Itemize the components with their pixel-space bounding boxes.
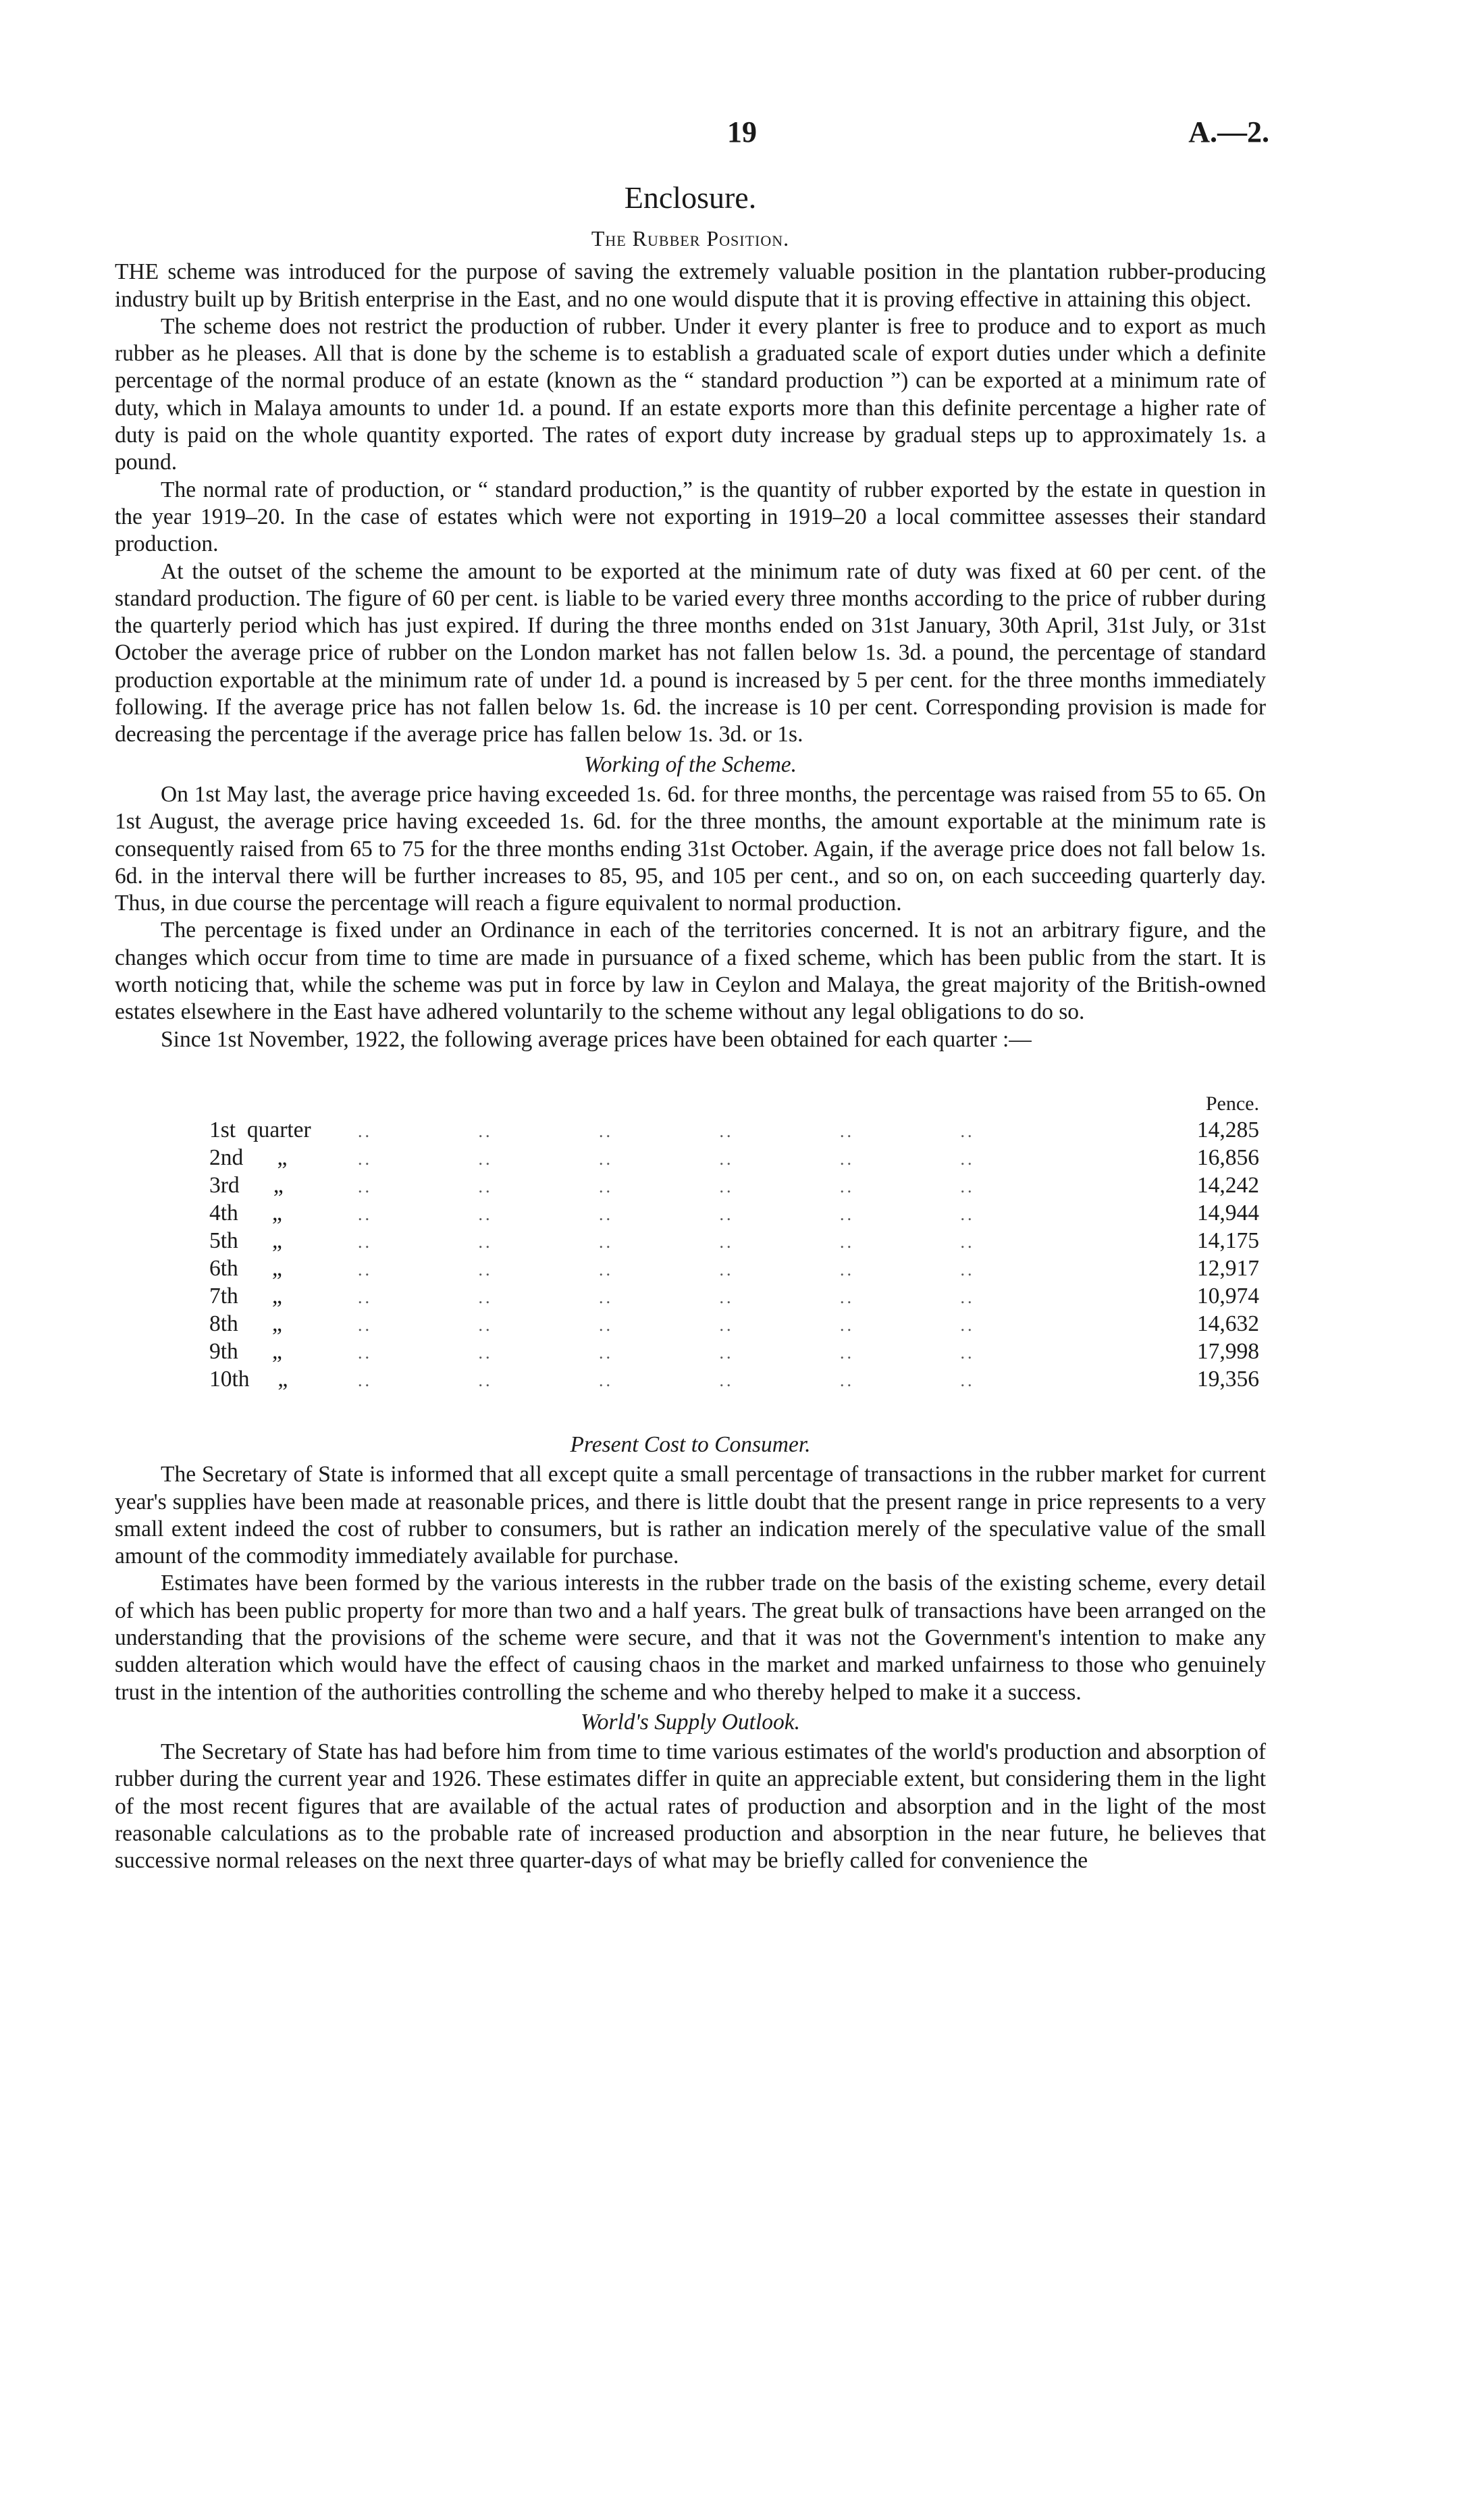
quarter-price: 14,632 <box>1196 1311 1259 1336</box>
leader-dots: .. .. .. .. .. .. <box>358 1176 975 1196</box>
quarter-price: 14,175 <box>1196 1228 1259 1253</box>
page-body <box>115 179 1266 1875</box>
quarter-price: 14,285 <box>1196 1117 1259 1142</box>
section-heading-supply: World's Supply Outlook. <box>580 1709 801 1735</box>
price-unit-label: Pence. <box>1205 1092 1259 1115</box>
table-row <box>115 1117 1266 1144</box>
quarter-label: 9th „ <box>209 1338 282 1364</box>
table-row <box>115 1200 1266 1228</box>
leader-dots: .. .. .. .. .. .. <box>358 1259 975 1280</box>
paragraph: Estimates have been formed by the various interests in the rubber trade on the basis of the existing scheme, every detail of which has been public property for more than two and a half years. The great bulk of transactions have been arranged on the understanding that the provisions of the scheme were secure, and that it was not the Government's intention to make any sudden alteration which would have the effect of causing chaos in the market and marked unfairness to those who genuinely trust in the intention of the authorities controlling the scheme and who thereby helped to make it a success. <box>115 1571 1266 1705</box>
leader-dots: .. .. .. .. .. .. <box>358 1149 975 1169</box>
leader-dots: .. .. .. .. .. .. <box>358 1204 975 1224</box>
paragraph: The scheme does not restrict the production of rubber. Under it every planter is free to produce and to export as much rubber as he pleases. All that is done by the scheme is to establish a graduated scale of export duties under which a definite percentage of the normal produce of an estate (known as the “ standard production ”) can be exported at a minimum rate of duty, which in Malaya amounts to under 1d. a pound. If an estate exports more than this definite percentage a higher rate of duty is paid on the whole quantity exported. The rates of export duty increase by gradual steps up to approximately 1s. a pound. <box>115 313 1266 475</box>
table-row <box>115 1338 1266 1366</box>
quarter-price: 14,242 <box>1196 1172 1259 1198</box>
leader-dots: .. .. .. .. .. .. <box>358 1232 975 1252</box>
table-row <box>115 1228 1266 1255</box>
table-row <box>115 1366 1266 1394</box>
series-code: A.—2. <box>1188 115 1269 149</box>
paragraph: The Secretary of State has had before him from time to time various estimates of the world's production and absorption of rubber during the current year and 1926. These estimates differ in quite an appreciable extent, but considering them in the light of the most recent figures that are available of the actual rates of production and absorption and in the light of the most reasonable calculations as to the probable rate of increased production and absorption in the near future, he believes that successive normal releases on the next three quarter-days of what may be briefly called for convenience the <box>115 1739 1266 1874</box>
price-table <box>115 1091 1266 1394</box>
table-row <box>115 1255 1266 1283</box>
leader-dots: .. .. .. .. .. .. <box>358 1370 975 1390</box>
quarter-label: 2nd „ <box>209 1144 288 1170</box>
paragraph: At the outset of the scheme the amount to be exported at the minimum rate of duty was fixed at 60 per cent. of the standard production. The figure of 60 per cent. is liable to be varied every three months according to the price of rubber during the quarterly period which has just expired. If during the three months ended on 31st January, 30th April, 31st July, or 31st October the average price of rubber on the London market has not fallen below 1s. 3d. a pound, the percentage of standard production exportable at the minimum rate of under 1d. a pound is increased by 5 per cent. for the three months immediately following. If the average price has not fallen below 1s. 6d. the increase is 10 per cent. Corresponding provision is made for decreasing the percentage if the average price has fallen below 1s. 3d. or 1s. <box>115 558 1266 747</box>
leader-dots: .. .. .. .. .. .. <box>358 1121 975 1141</box>
subtitle-rubber-position: The Rubber Position. <box>591 226 790 250</box>
quarter-price: 19,356 <box>1196 1366 1259 1392</box>
quarter-label: 4th „ <box>209 1200 282 1225</box>
page-header <box>0 115 1484 169</box>
table-row <box>115 1172 1266 1200</box>
quarter-price: 16,856 <box>1196 1144 1259 1170</box>
table-row <box>115 1311 1266 1338</box>
leader-dots: .. .. .. .. .. .. <box>358 1342 975 1363</box>
leader-dots: .. .. .. .. .. .. <box>358 1315 975 1335</box>
enclosure-title: Enclosure. <box>624 180 757 215</box>
quarter-price: 17,998 <box>1196 1338 1259 1364</box>
quarter-label: 10th „ <box>209 1366 288 1392</box>
quarter-label: 6th „ <box>209 1255 282 1281</box>
paragraph: The Secretary of State is informed that all except quite a small percentage of transactions in the rubber market for current year's supplies have been made at reasonable prices, and there is little doubt that the present range in price represents to a very small extent indeed the cost of rubber to consumers, but is rather an indication merely of the speculative value of the small amount of the commodity immediately available for purchase. <box>115 1462 1266 1569</box>
quarter-price: 12,917 <box>1196 1255 1259 1281</box>
paragraph: The normal rate of production, or “ standard production,” is the quantity of rubber exported by the estate in question in the year 1919–20. In the case of estates which were not exporting in 1919–20 a local committee assesses their standard production. <box>115 477 1266 557</box>
quarter-price: 14,944 <box>1196 1200 1259 1225</box>
paragraph: THE scheme was introduced for the purpose of saving the extremely valuable position in the plantation rubber-producing industry built up by British enterprise in the East, and no one would dispute that it is proving effective in attaining this object. <box>115 259 1266 312</box>
quarter-label: 5th „ <box>209 1228 282 1253</box>
paragraph: Since 1st November, 1922, the following average prices have been obtained for each quarter :— <box>161 1026 1032 1052</box>
table-row <box>115 1144 1266 1172</box>
section-heading-working: Working of the Scheme. <box>583 751 797 777</box>
quarter-label: 1st quarter <box>209 1117 311 1142</box>
quarter-label: 3rd „ <box>209 1172 284 1198</box>
leader-dots: .. .. .. .. .. .. <box>358 1287 975 1307</box>
paragraph: The percentage is fixed under an Ordinance in each of the territories concerned. It is not an arbitrary figure, and the changes which occur from time to time are made in pursuance of a fixed scheme, which has been public from the start. It is worth noticing that, while the scheme was put in force by law in Ceylon and Malaya, the great majority of the British-owned estates elsewhere in the East have adhered voluntarily to the scheme without any legal obligations to do so. <box>115 918 1266 1025</box>
quarter-label: 7th „ <box>209 1283 282 1309</box>
quarter-label: 8th „ <box>209 1311 282 1336</box>
table-row <box>115 1283 1266 1311</box>
paragraph: On 1st May last, the average price having exceeded 1s. 6d. for three months, the percentage was raised from 55 to 65. On 1st August, the average price having exceeded 1s. 6d. for the three months, the amount exportable at the minimum rate is consequently raised from 65 to 75 for the three months ending 31st October. Again, if the average price does not fall below 1s. 6d. in the interval there will be further increases to 85, 95, and 105 per cent., and so on, on each succeeding quarterly day. Thus, in due course the percentage will reach a figure equivalent to normal production. <box>115 781 1266 916</box>
quarter-price: 10,974 <box>1196 1283 1259 1309</box>
page-number: 19 <box>727 115 757 149</box>
section-heading-cost: Present Cost to Consumer. <box>570 1431 811 1457</box>
